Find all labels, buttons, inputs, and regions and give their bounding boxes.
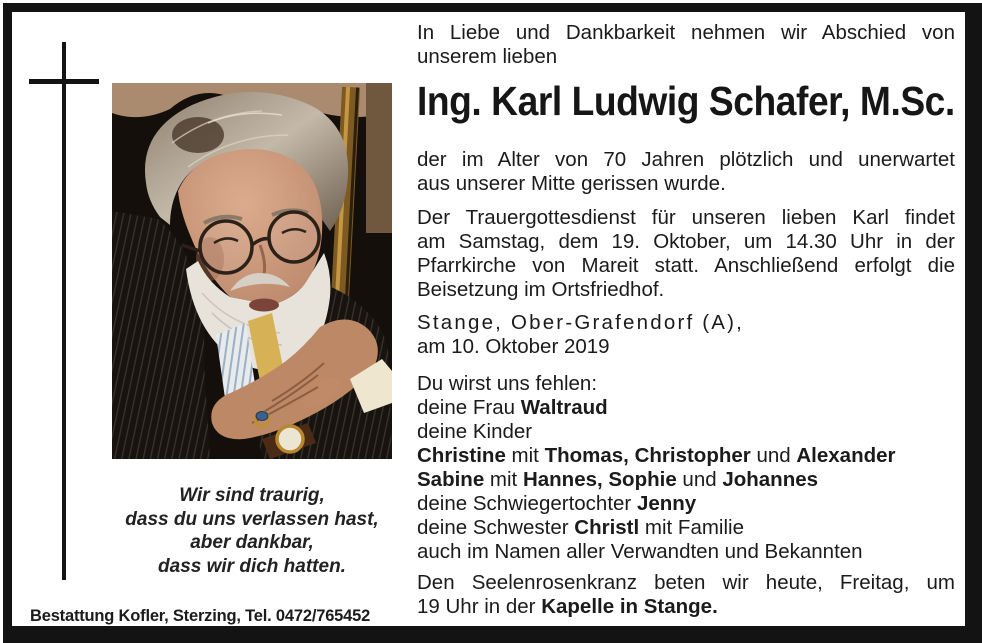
- place-line: Stange, Ober-Grafendorf (A),: [417, 311, 745, 334]
- mourner-line: deine Frau Waltraud: [417, 396, 608, 419]
- service-line: Pfarrkirche von Mareit statt. Anschließend erfolgt die: [417, 254, 955, 277]
- death-line: aus unserer Mitte gerissen wurde.: [417, 172, 726, 195]
- verse-line: Wir sind traurig,: [179, 485, 325, 506]
- portrait-illustration: [112, 83, 392, 459]
- mourner-line: deine Schwiegertochter Jenny: [417, 492, 697, 515]
- service-paragraph: [417, 206, 955, 302]
- service-line: Beisetzung im Ortsfriedhof.: [417, 278, 665, 301]
- mourners-list: [417, 396, 955, 564]
- place-date-block: [417, 311, 955, 359]
- intro-text: [417, 21, 955, 69]
- cross-horizontal-bar: [29, 79, 99, 84]
- deceased-name-wrap: [417, 78, 955, 124]
- condolence-verse: [112, 484, 392, 578]
- service-line: am Samstag, dem 19. Oktober, um 14.30 Uhr in der: [417, 230, 955, 253]
- intro-line: unserem lieben: [417, 45, 558, 68]
- rosary-paragraph: [417, 571, 955, 619]
- death-line: der im Alter von 70 Jahren plötzlich und unerwartet: [417, 148, 955, 171]
- mourner-line: deine Schwester Christl mit Familie: [417, 516, 744, 539]
- intro-line: In Liebe und Dankbarkeit nehmen wir Abschied von: [417, 21, 955, 44]
- service-line: Der Trauergottesdienst für unseren lieben Karl findet: [417, 206, 955, 229]
- missing-heading: Du wirst uns fehlen:: [417, 372, 598, 395]
- rosary-line: Den Seelenrosenkranz beten wir heute, Freitag, um: [417, 571, 955, 594]
- date-line: am 10. Oktober 2019: [417, 335, 610, 358]
- verse-line: aber dankbar,: [190, 532, 314, 553]
- mourner-line: Sabine mit Hannes, Sophie und Johannes: [417, 468, 819, 491]
- deceased-name: Ing. Karl Ludwig Schafer, M.Sc.: [417, 78, 955, 124]
- cross-vertical-bar: [62, 42, 66, 580]
- rosary-line: 19 Uhr in der Kapelle in Stange.: [417, 595, 718, 618]
- mourner-line: deine Kinder: [417, 420, 533, 443]
- funeral-home-line: Bestattung Kofler, Sterzing, Tel. 0472/765452: [30, 607, 371, 625]
- notice-column: [417, 0, 955, 619]
- mourner-line: Christine mit Thomas, Christopher und Alexander: [417, 444, 896, 467]
- verse-line: dass wir dich hatten.: [158, 555, 346, 577]
- mourner-line: auch im Namen aller Verwandten und Bekannten: [417, 540, 863, 563]
- portrait-photo: [112, 83, 392, 459]
- death-paragraph: [417, 148, 955, 196]
- verse-line: dass du uns verlassen hast,: [125, 508, 379, 530]
